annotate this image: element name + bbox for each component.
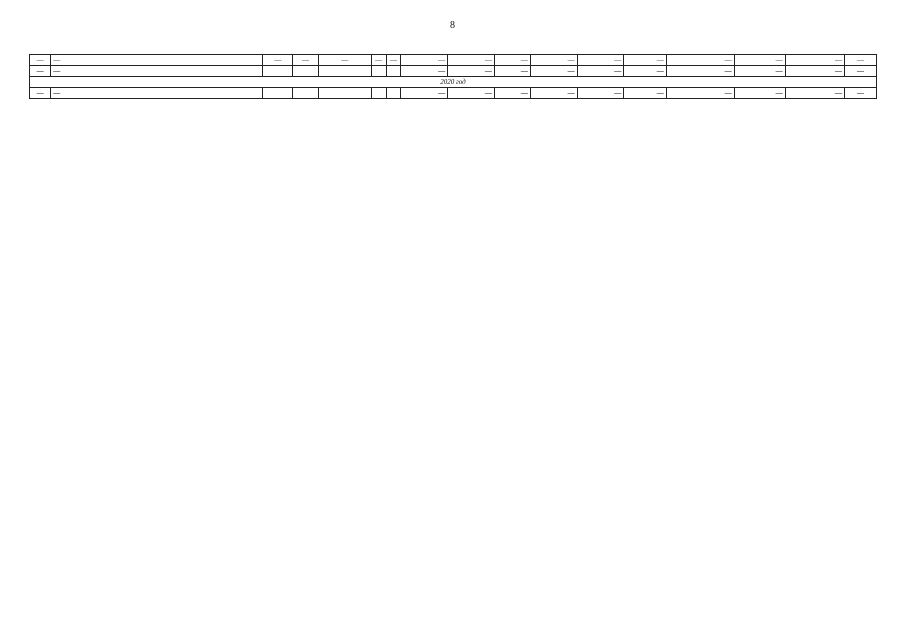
cell-area-municipal: — — [494, 55, 530, 66]
cell-cost-limit: — — [785, 66, 844, 77]
cell-no: — — [30, 66, 51, 77]
total-row — [30, 88, 877, 99]
table-row — [30, 55, 877, 66]
cell-area-living: — — [448, 66, 495, 77]
cell-wall-material — [318, 66, 371, 77]
cell-entrances: — — [386, 55, 401, 66]
cell-year-rebuilt — [293, 88, 318, 99]
cell-area-private: — — [530, 55, 577, 66]
cell-flats: — — [577, 66, 624, 77]
cell-cost-per-sqm: — — [734, 66, 785, 77]
section-label: 2020 год — [30, 77, 877, 88]
cell-area-living: — — [448, 55, 495, 66]
table-body — [30, 55, 877, 99]
cell-residents: — — [624, 55, 666, 66]
cell-cost-per-sqm: — — [734, 55, 785, 66]
cell-address: — — [51, 55, 263, 66]
cell-residents: — — [624, 88, 666, 99]
cell-entrances — [386, 88, 401, 99]
section-row — [30, 77, 877, 88]
cell-no: — — [30, 88, 51, 99]
cell-year-rebuilt: — — [293, 55, 318, 66]
cell-area-municipal: — — [494, 66, 530, 77]
cell-cost-total: — — [666, 66, 734, 77]
cell-area-total: — — [401, 55, 448, 66]
cell-area-total: — — [401, 88, 448, 99]
cell-wall-material — [318, 88, 371, 99]
cell-area-private: — — [530, 88, 577, 99]
cell-year-built — [263, 66, 293, 77]
cell-area-total: — — [401, 66, 448, 77]
cell-wall-material: — — [318, 55, 371, 66]
cell-year-planned: — — [845, 55, 877, 66]
cell-flats: — — [577, 55, 624, 66]
cell-address: — — [51, 88, 263, 99]
cell-cost-per-sqm: — — [734, 88, 785, 99]
cell-area-private: — — [530, 66, 577, 77]
cell-cost-total: — — [666, 55, 734, 66]
cell-cost-limit: — — [785, 55, 844, 66]
cell-floors — [371, 66, 386, 77]
total-row — [30, 66, 877, 77]
cell-residents: — — [624, 66, 666, 77]
cell-year-built — [263, 88, 293, 99]
cell-no: — — [30, 55, 51, 66]
cell-year-built: — — [263, 55, 293, 66]
buildings-table — [29, 54, 877, 99]
cell-area-living: — — [448, 88, 495, 99]
cell-cost-total: — — [666, 88, 734, 99]
cell-year-rebuilt — [293, 66, 318, 77]
page-number: 8 — [450, 20, 455, 31]
cell-address: — — [51, 66, 263, 77]
cell-area-municipal: — — [494, 88, 530, 99]
cell-floors — [371, 88, 386, 99]
cell-flats: — — [577, 88, 624, 99]
cell-year-planned: — — [845, 66, 877, 77]
cell-year-planned: — — [845, 88, 877, 99]
cell-entrances — [386, 66, 401, 77]
cell-floors: — — [371, 55, 386, 66]
cell-cost-limit: — — [785, 88, 844, 99]
